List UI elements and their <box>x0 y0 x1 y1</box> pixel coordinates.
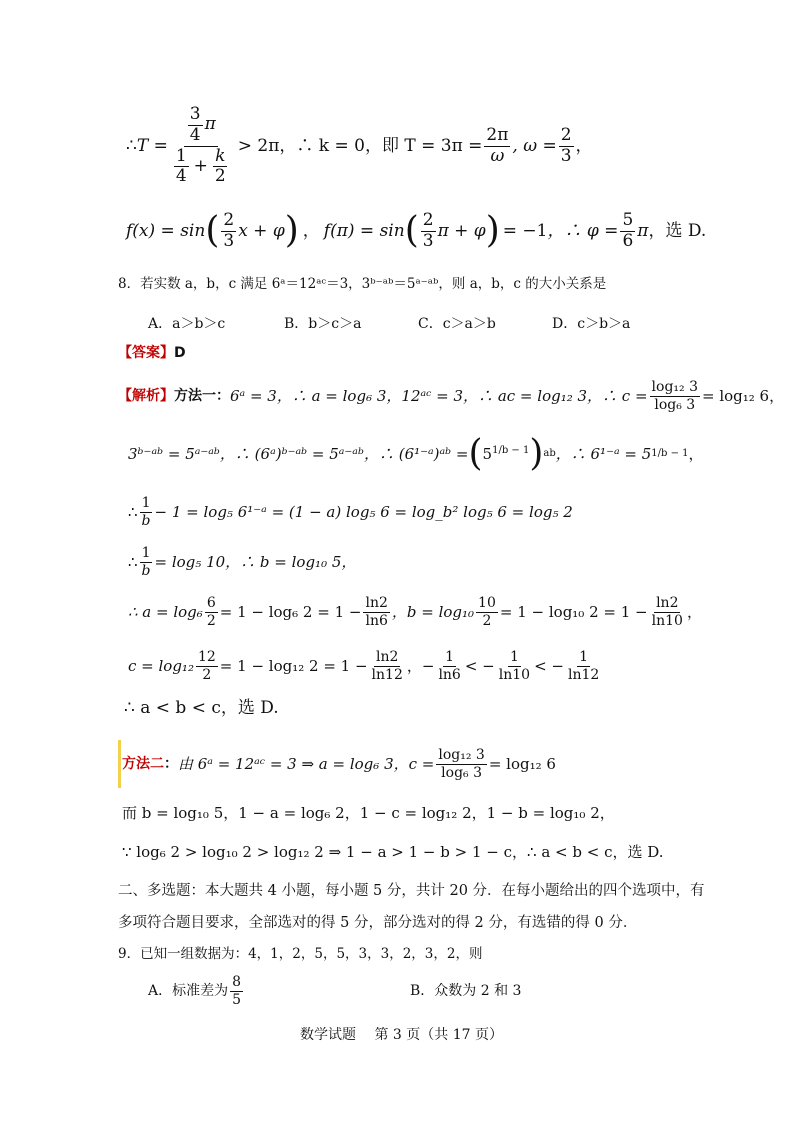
section-two-line-2: 多项符合题目要求，全部选对的得 5 分，部分选对的得 2 分，有选错的得 0 分． <box>118 915 638 931</box>
q8-option-c: C．c＞a＞b <box>418 316 496 332</box>
analysis-line-4: ∴ $\frac{1}{b}$ = log₅ 10，∴ b = log₁₀ 5， <box>128 544 357 579</box>
section-two-line-1: 二、多选题：本大题共 4 小题，每小题 5 分，共计 20 分．在每小题给出的四个选项中，有 <box>118 883 705 899</box>
analysis-line-2: 3ᵇ⁻ᵃᵇ = 5ᵃ⁻ᵃᵇ，∴ (6ᵃ)ᵇ⁻ᵃᵇ = 5ᵃ⁻ᵃᵇ，∴ (6¹⁻ᵃ)ᵃᵇ = ( $5^{1/b - 1}$ ) ab ，∴ 6¹⁻ᵃ = 5 1/b − 1 ， <box>128 432 704 474</box>
t-equals: T = <box>136 135 168 156</box>
analysis-line-3: ∴ $\frac{1}{b}$ − 1 = log₅ 6¹⁻ᵃ = (1 − a) log₅ 6 = log_b² log₅ 6 = log₅ 2 <box>128 494 573 529</box>
question-8-stem: 8．若实数 a，b，c 满足 6ᵃ＝12ᵃᶜ＝3，3ᵇ⁻ᵃᵇ＝5ᵃ⁻ᵃᵇ，则 a，b，c 的大小关系是 <box>118 276 607 292</box>
answer-label: 【答案】 <box>118 345 174 361</box>
analysis-line-6: c = log₁₂ $\frac{12}{2}$ = 1 − log₁₂ 2 = 1 − $\frac{\ln 2}{\ln 12}$ ，− $\frac{1}{\ln 6}$ < − $\frac{1}{\ln 10}$ < − $\frac{1}{\ln 12}$ <box>128 648 600 683</box>
answer-value: D <box>174 345 186 361</box>
period-fraction-numerator: $\frac{3}{4}$ π <box>184 106 218 147</box>
method-two-line-1: 方法二 ： 由 6ᵃ = 12ᵃᶜ = 3 ⇒ a = log₆ 3，c = $\frac{\text{log₁₂ 3}}{\text{log₆ 3}}$ = log₁₂ 6 <box>122 746 556 781</box>
therefore-symbol: ∴ <box>126 135 137 156</box>
method-two-line-3: ∵ log₆ 2 > log₁₀ 2 > log₁₂ 2 ⇒ 1 − a > 1 − b > 1 − c，∴ a < b < c，选 D. <box>122 843 664 861</box>
method-two-line-2: 而 b = log₁₀ 5，1 − a = log₆ 2，1 − c = log₁₂ 2，1 − b = log₁₀ 2， <box>122 804 615 822</box>
q9-option-b: B．众数为 2 和 3 <box>410 983 522 999</box>
method-two-label: 方法二 <box>122 756 164 772</box>
period-derivation-line: ∴ T = $\frac{3}{4}$ π $\frac{1}{4}$ + $\frac{k}{2}$ > 2π ，∴ k = 0 ，即 T = 3π = $\frac{2\pi}{\omega}$ , ω = $\frac{2}{3}$ ， <box>126 103 593 187</box>
method-one-label: 方法一 <box>174 388 216 404</box>
page-footer: 数学试题 第 3 页（共 17 页） <box>300 1027 503 1043</box>
q8-option-d: D．c＞b＞a <box>552 316 631 332</box>
three-quarters: $\frac{3}{4}$ <box>189 103 201 145</box>
function-line: f(x) = sin ( $\frac{2}{3}$ x + φ ) ， f(π) = sin ( $\frac{2}{3}$ π + φ ) = −1 ，∴ φ = $\frac{5}{6}$ π ，选 D. <box>126 209 707 251</box>
q8-option-b: B．b＞c＞a <box>284 316 362 332</box>
analysis-label: 【解析】 <box>118 388 174 404</box>
q9-option-a: A．标准差为 $\frac{8}{5}$ <box>148 973 242 1008</box>
period-fraction <box>170 103 232 187</box>
analysis-line-5: ∴ a = log₆ $\frac{6}{2}$ = 1 − log₆ 2 = 1 − $\frac{\ln 2}{\ln 6}$ ，b = log₁₀ $\frac{10}{2}$ = 1 − log₁₀ 2 = 1 − $\frac{\ln 2}{\ln 10}$ ， <box>128 594 702 629</box>
question-9-stem: 9．已知一组数据为：4，1，2，5，5，3，3，2，3，2，则 <box>118 946 483 962</box>
method-two-marker <box>118 740 121 788</box>
period-fraction-denominator: $\frac{1}{4}$ + $\frac{k}{2}$ <box>175 145 226 187</box>
q8-option-a: A．a＞b＞c <box>148 316 226 332</box>
analysis-line-1: 【解析】 方法一 ： 6ᵃ = 3，∴ a = log₆ 3，12ᵃᶜ = 3，∴ ac = log₁₂ 3，∴ c = $\frac{\text{log₁₂ 3}}{\text{log₆ 3}}$ = log₁₂ 6， <box>118 378 785 413</box>
analysis-line-7: ∴ a < b < c，选 D. <box>124 698 279 718</box>
answer-line <box>118 344 186 361</box>
